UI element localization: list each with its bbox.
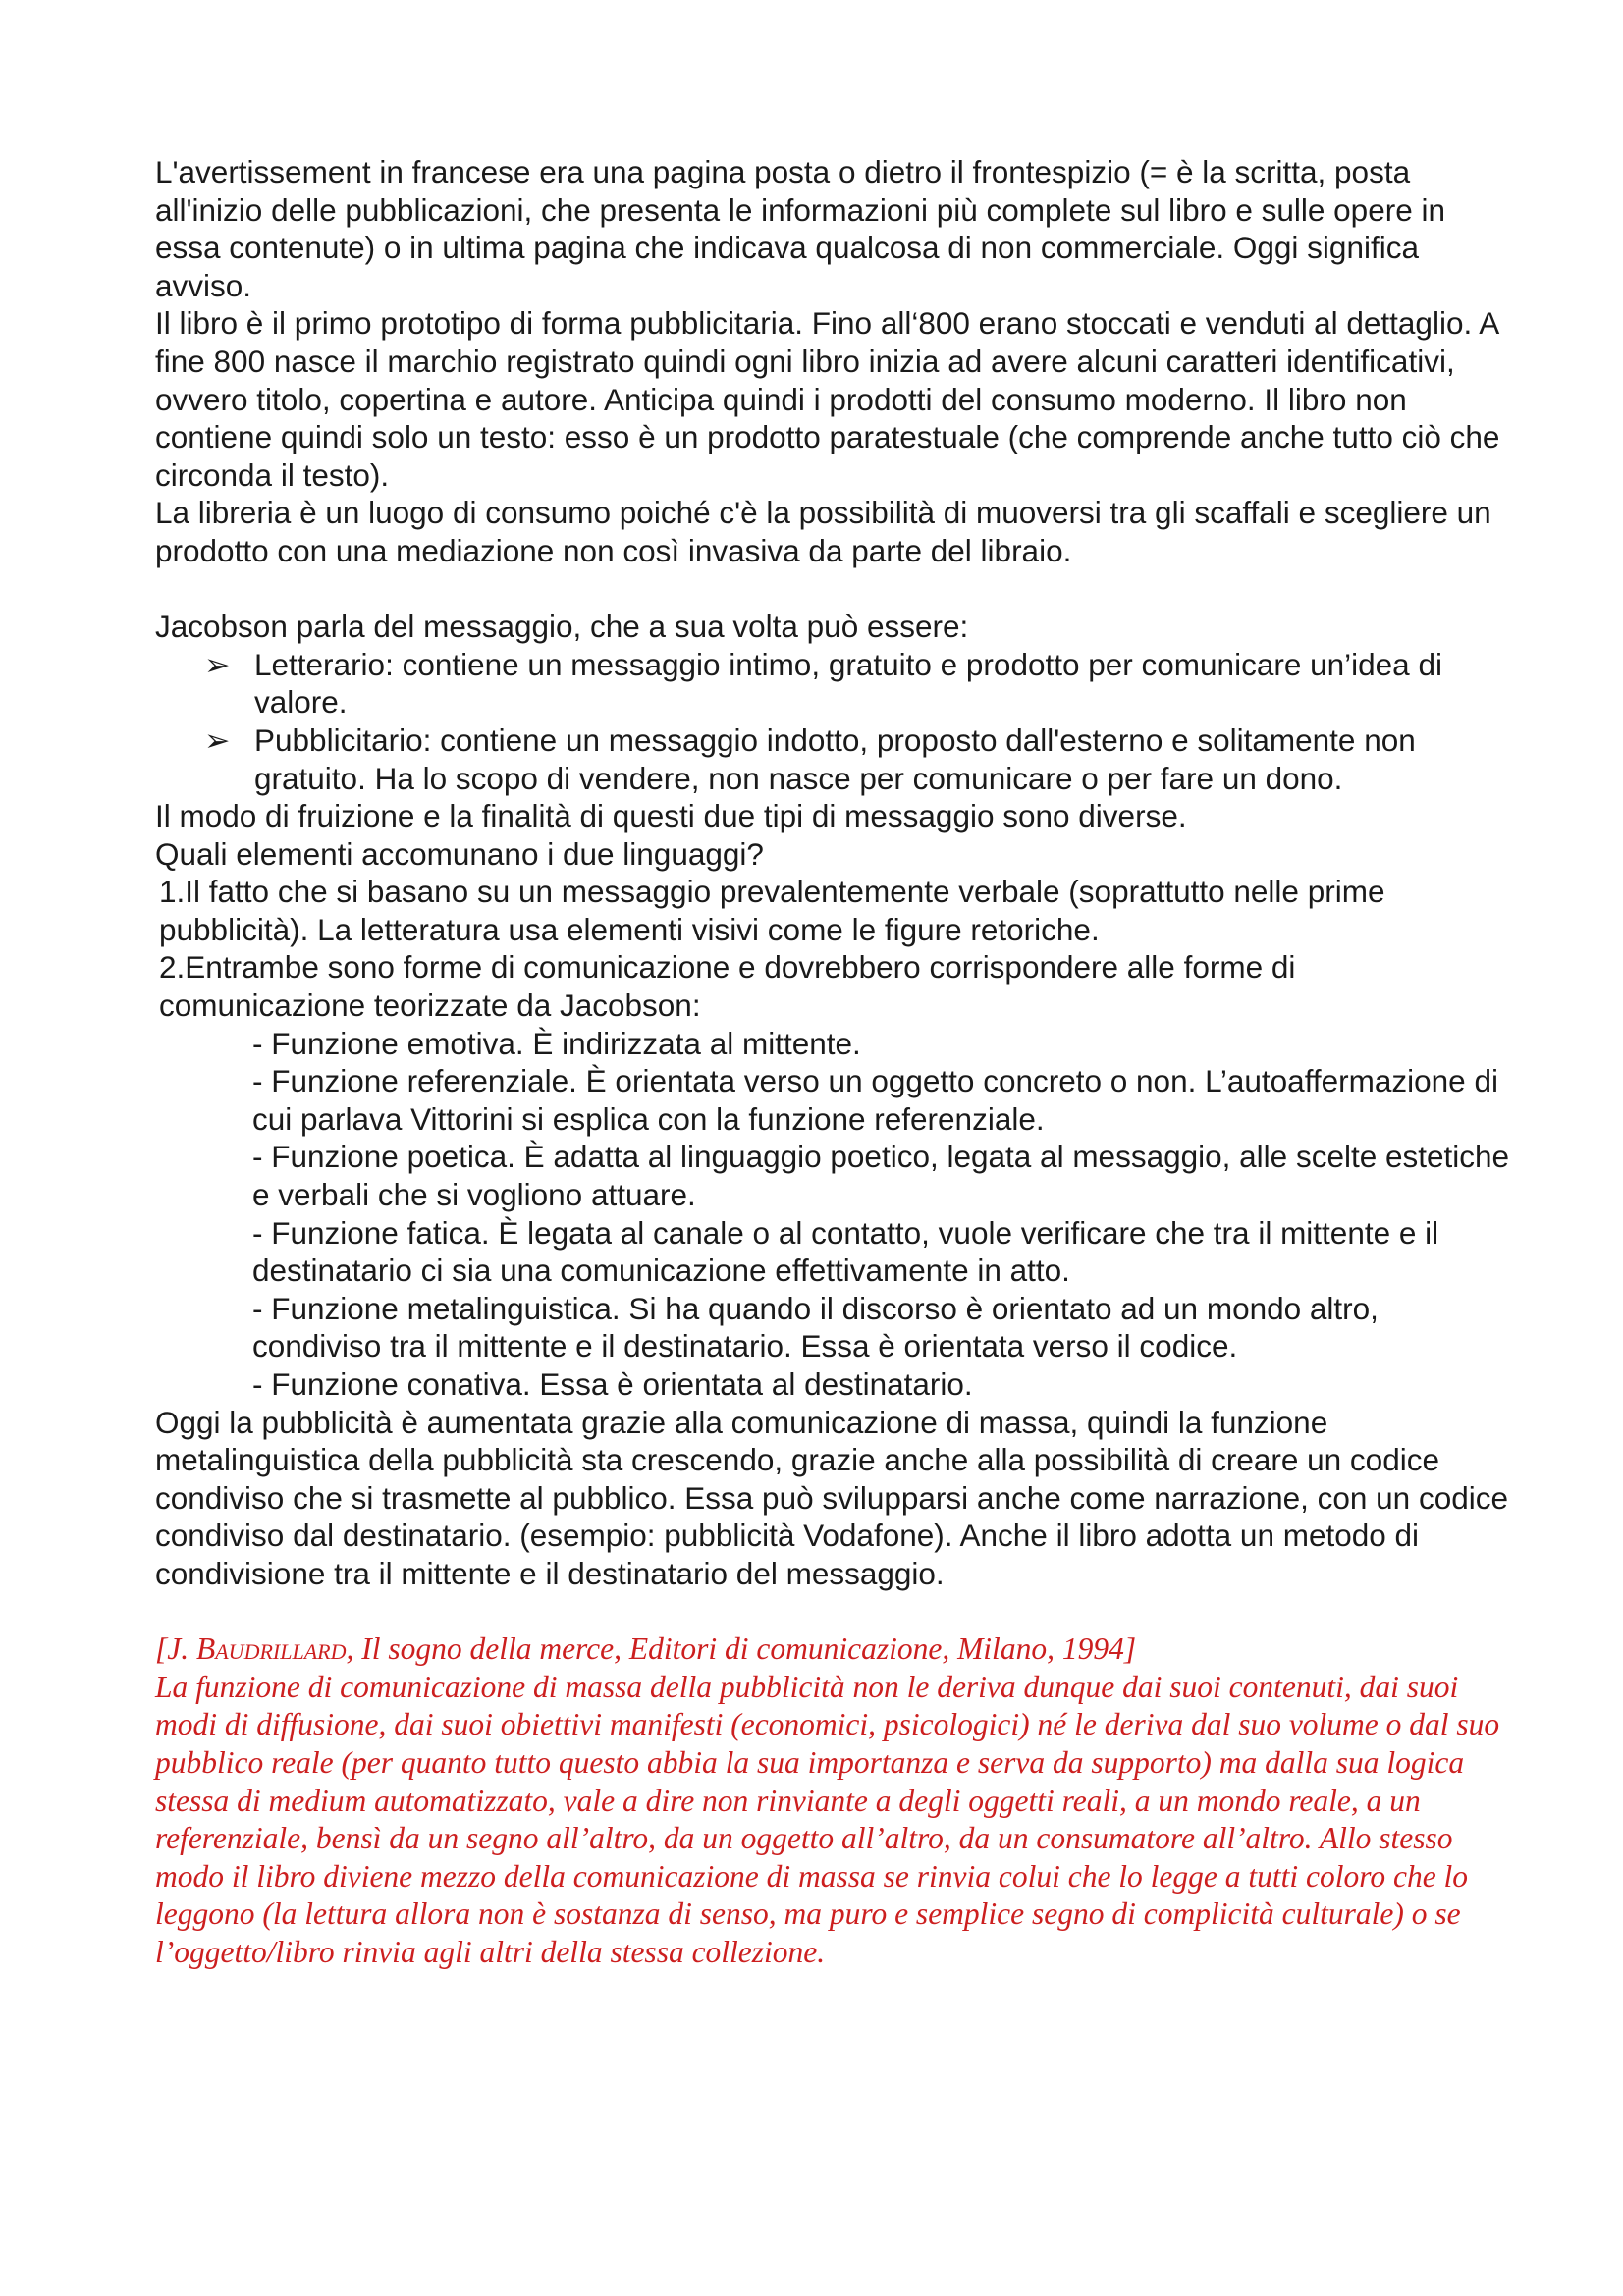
blank-line	[155, 1593, 1510, 1631]
function-emotiva: - Funzione emotiva. È indirizzata al mittente.	[252, 1025, 861, 1061]
quote-citation	[155, 1630, 1510, 1669]
message-types-list	[155, 646, 1510, 797]
function-fatica: - Funzione fatica. È legata al canale o al contatto, vuole verificare che tra il mittente e il destinatario ci sia una comunicazione effettivamente in atto.	[252, 1214, 1439, 1289]
arrow-bullet-icon: ➢	[204, 721, 231, 758]
quote-text: La funzione di comunicazione di massa della pubblicità non le deriva dunque dai suoi contenuti, dai suoi modi di diffusione, dai suoi obiettivi manifesti (economici, psicologici) né le deriva dal suo volume o dal suo pubblico reale (per quanto tutto questo abbia la sua importanza e serva da supporto) ma dalla sua logica stessa di medium automatizzato, vale a dire non rinviante a degli oggetti reali, a un mondo reale, a un referenziale, bensì da un segno all’altro, da un oggetto all’altro, da un consumatore all’altro. Allo stesso modo il libro diviene mezzo della comunicazione di massa se rinvia colui che lo legge a tutti coloro che lo leggono (la lettura allora non è sostanza di senso, ma puro e semplice segno di complicità culturale) o se l’oggetto/libro rinvia agli altri della stessa collezione.	[155, 1669, 1500, 1969]
paragraph-question: Quali elementi accomunano i due linguaggi?	[155, 835, 764, 872]
citation-open: [J.	[155, 1631, 196, 1667]
paragraph-libro-prototipo: Il libro è il primo prototipo di forma pubblicitaria. Fino all‘800 erano stoccati e venduti al dettaglio. A fine 800 nasce il marchio registrato quindi ogni libro inizia ad avere alcuni caratteri identificativi, ovvero titolo, copertina e autore. Anticipa quindi i prodotti del consumo moderno. Il libro non contiene quindi solo un testo: esso è un prodotto paratestuale (che comprende anche tutto ciò che circonda il testo).	[155, 305, 1500, 493]
function-poetica: - Funzione poetica. È adatta al linguaggio poetico, legata al messaggio, alle scelte estetiche e verbali che si vogliono attuare.	[252, 1139, 1510, 1213]
numbered-point-1: 1.Il fatto che si basano su un messaggio prevalentemente verbale (soprattutto nelle prime pubblicità). La letteratura usa elementi visivi come le figure retoriche.	[159, 874, 1385, 947]
baudrillard-quote	[155, 1630, 1510, 1971]
citation-rest: , Il sogno della merce, Editori di comunicazione, Milano, 1994]	[346, 1631, 1137, 1667]
function-metalinguistica: - Funzione metalinguistica. Si ha quando il discorso è orientato ad un mondo altro, condiviso tra il mittente e il destinatario. Essa è orientata verso il codice.	[252, 1290, 1379, 1364]
paragraph-avertissement: L'avertissement in francese era una pagina posta o dietro il frontespizio (= è la scritta, posta all'inizio delle pubblicazioni, che presenta le informazioni più complete sul libro e sulle opere in essa contenute) o in ultima pagina che indicava qualcosa di non commerciale. Oggi significa avviso.	[155, 154, 1446, 303]
numbered-point-2: 2.Entrambe sono forme di comunicazione e dovrebbero corrispondere alle forme di comunicazione teorizzate da Jacobson:	[159, 949, 1296, 1024]
arrow-bullet-icon: ➢	[204, 646, 231, 682]
list-item	[155, 721, 1510, 797]
function-conativa: - Funzione conativa. Essa è orientata al destinatario.	[252, 1366, 973, 1402]
list-item-text: Letterario: contiene un messaggio intimo, gratuito e prodotto per comunicare un’idea di valore.	[254, 646, 1442, 721]
citation-author: Baudrillard	[196, 1631, 347, 1667]
document-body	[155, 153, 1510, 1972]
list-item	[155, 646, 1510, 721]
paragraph-jacobson-lead: Jacobson parla del messaggio, che a sua volta può essere:	[155, 609, 969, 645]
paragraph-libreria: La libreria è un luogo di consumo poiché c'è la possibilità di muoversi tra gli scaffali e scegliere un prodotto con una mediazione non così invasiva da parte del libraio.	[155, 495, 1491, 568]
function-referenziale: - Funzione referenziale. È orientata verso un oggetto concreto o non. L’autoaffermazione di cui parlava Vittorini si esplica con la funzione referenziale.	[252, 1063, 1498, 1137]
paragraph-fruizione: Il modo di fruizione e la finalità di questi due tipi di messaggio sono diverse.	[155, 798, 1187, 834]
list-item-text: Pubblicitario: contiene un messaggio indotto, proposto dall'esterno e solitamente non gratuito. Ha lo scopo di vendere, non nasce per comunicare o per fare un dono.	[254, 721, 1416, 796]
paragraph-conclusion: Oggi la pubblicità è aumentata grazie alla comunicazione di massa, quindi la funzione metalinguistica della pubblicità sta crescendo, grazie anche alla possibilità di creare un codice condiviso che si trasmette al pubblico. Essa può svilupparsi anche come narrazione, con un codice condiviso dal destinatario. (esempio: pubblicità Vodafone). Anche il libro adotta un metodo di condivisione tra il mittente e il destinatario del messaggio.	[155, 1404, 1509, 1591]
blank-line	[155, 570, 1510, 609]
